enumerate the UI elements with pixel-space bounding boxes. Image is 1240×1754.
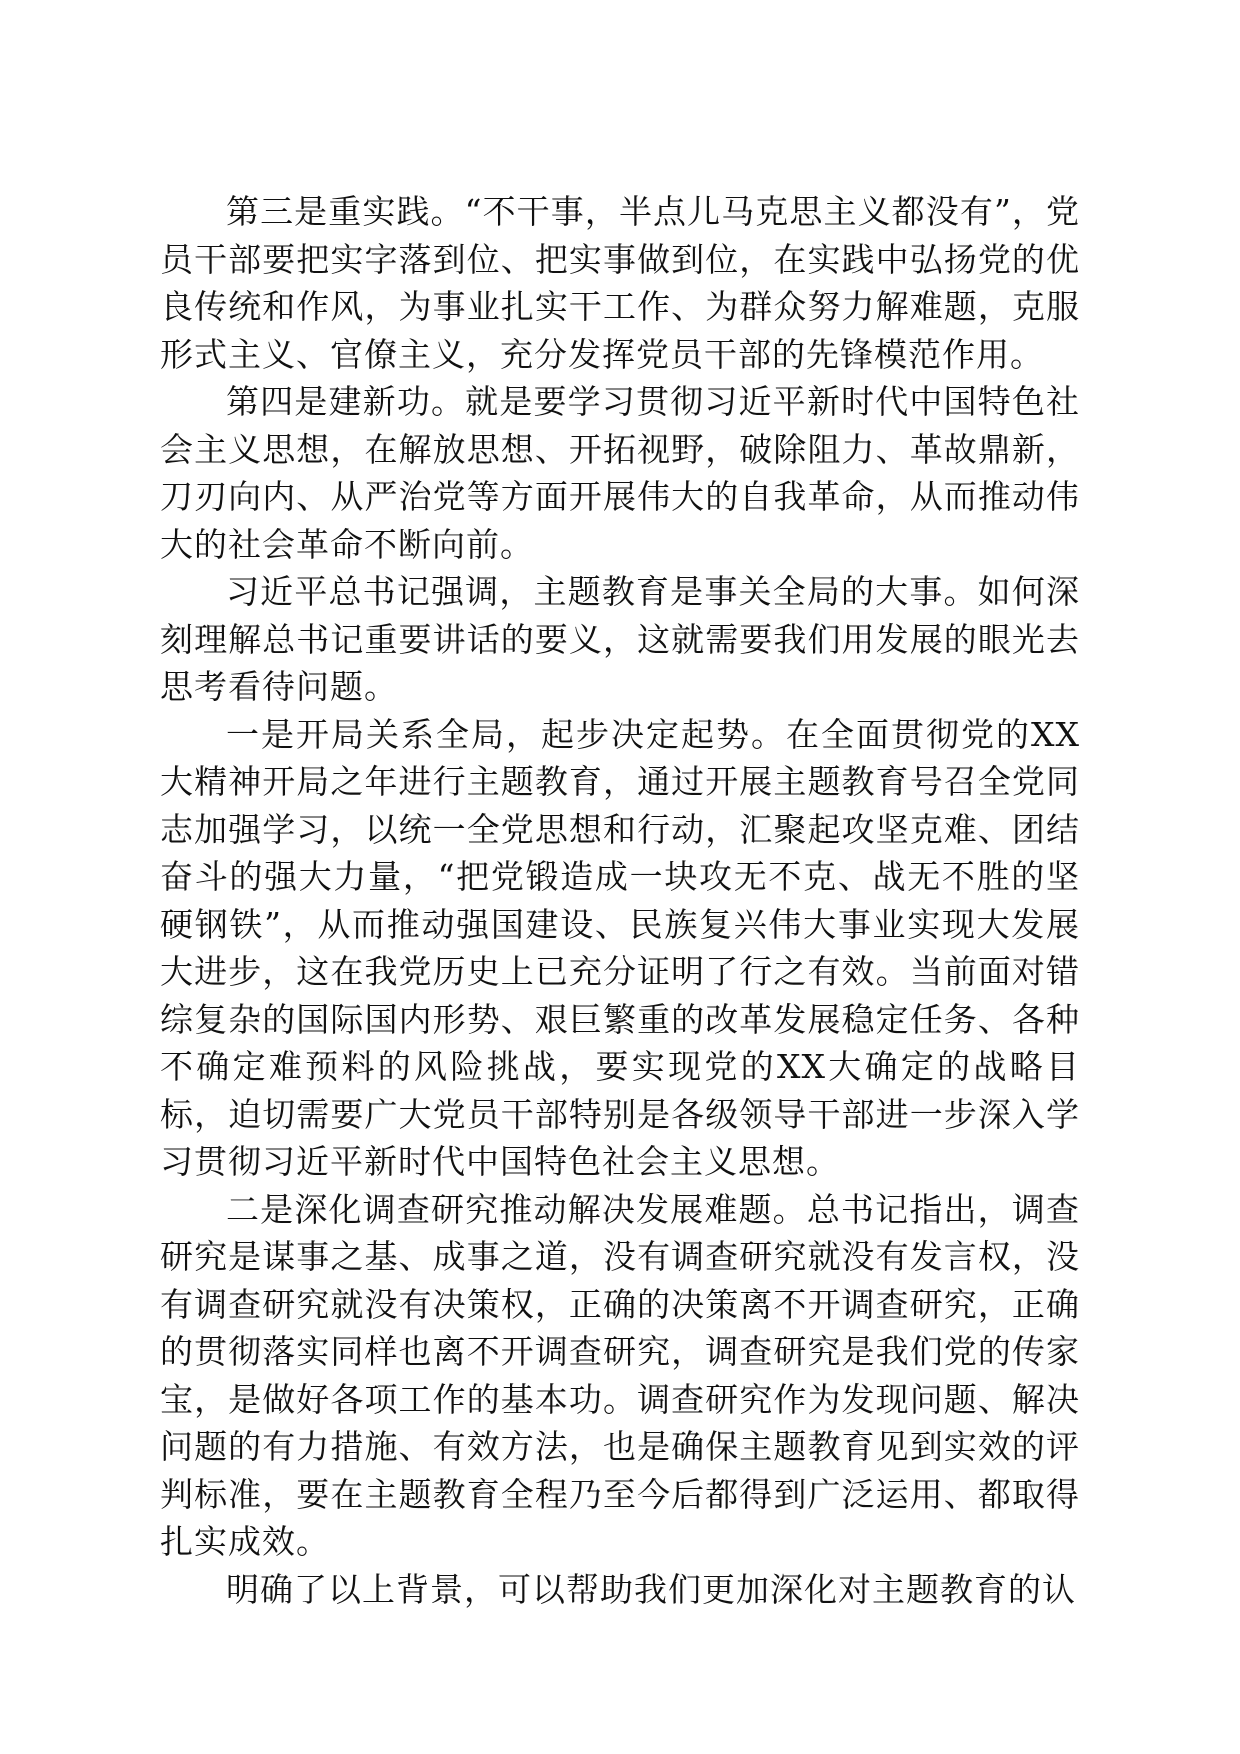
- paragraph-background: 明确了以上背景，可以帮助我们更加深化对主题教育的认: [226, 1569, 1076, 1609]
- paragraph-practice: 第三是重实践。“不干事，半点儿马克思主义都没有”，党员干部要把实字落到位、把实事做到位，在实践中弘扬党的优良传统和作风，为事业扎实干工作、为群众努力解难题，克服形式主义、官僚主义，充分发挥党员干部的先锋模范作用。: [160, 192, 1080, 374]
- paragraph-point-one: 一是开局关系全局，起步决定起势。在全面贯彻党的XX大精神开局之年进行主题教育，通过开展主题教育号召全党同志加强学习，以统一全党思想和行动，汇聚起攻坚克难、团结奋斗的强大力量，“把党锻造成一块攻无不克、战无不胜的坚硬钢铁”，从而推动强国建设、民族复兴伟大事业实现大发展大进步，这在我党历史上已充分证明了行之有效。当前面对错综复杂的国际国内形势、艰巨繁重的改革发展稳定任务、各种不确定难预料的风险挑战，要实现党的XX大确定的战略目标，迫切需要广大党员干部特别是各级领导干部进一步深入学习贯彻习近平新时代中国特色社会主义思想。: [160, 714, 1080, 1181]
- paragraph-new-merit: 第四是建新功。就是要学习贯彻习近平新时代中国特色社会主义思想，在解放思想、开拓视野，破除阻力、革故鼎新，刀刃向内、从严治党等方面开展伟大的自我革命，从而推动伟大的社会革命不断向前。: [160, 382, 1080, 564]
- document-body: [160, 188, 1080, 1613]
- paragraph-point-two: 二是深化调查研究推动解决发展难题。总书记指出，调查研究是谋事之基、成事之道，没有调查研究就没有发言权，没有调查研究就没有决策权，正确的决策离不开调查研究，正确的贯彻落实同样也离不开调查研究，调查研究是我们党的传家宝，是做好各项工作的基本功。调查研究作为发现问题、解决问题的有力措施、有效方法，也是确保主题教育见到实效的评判标准，要在主题教育全程乃至今后都得到广泛运用、都取得扎实成效。: [160, 1189, 1080, 1561]
- paragraph-theme-education: 习近平总书记强调，主题教育是事关全局的大事。如何深刻理解总书记重要讲话的要义，这就需要我们用发展的眼光去思考看待问题。: [160, 572, 1080, 706]
